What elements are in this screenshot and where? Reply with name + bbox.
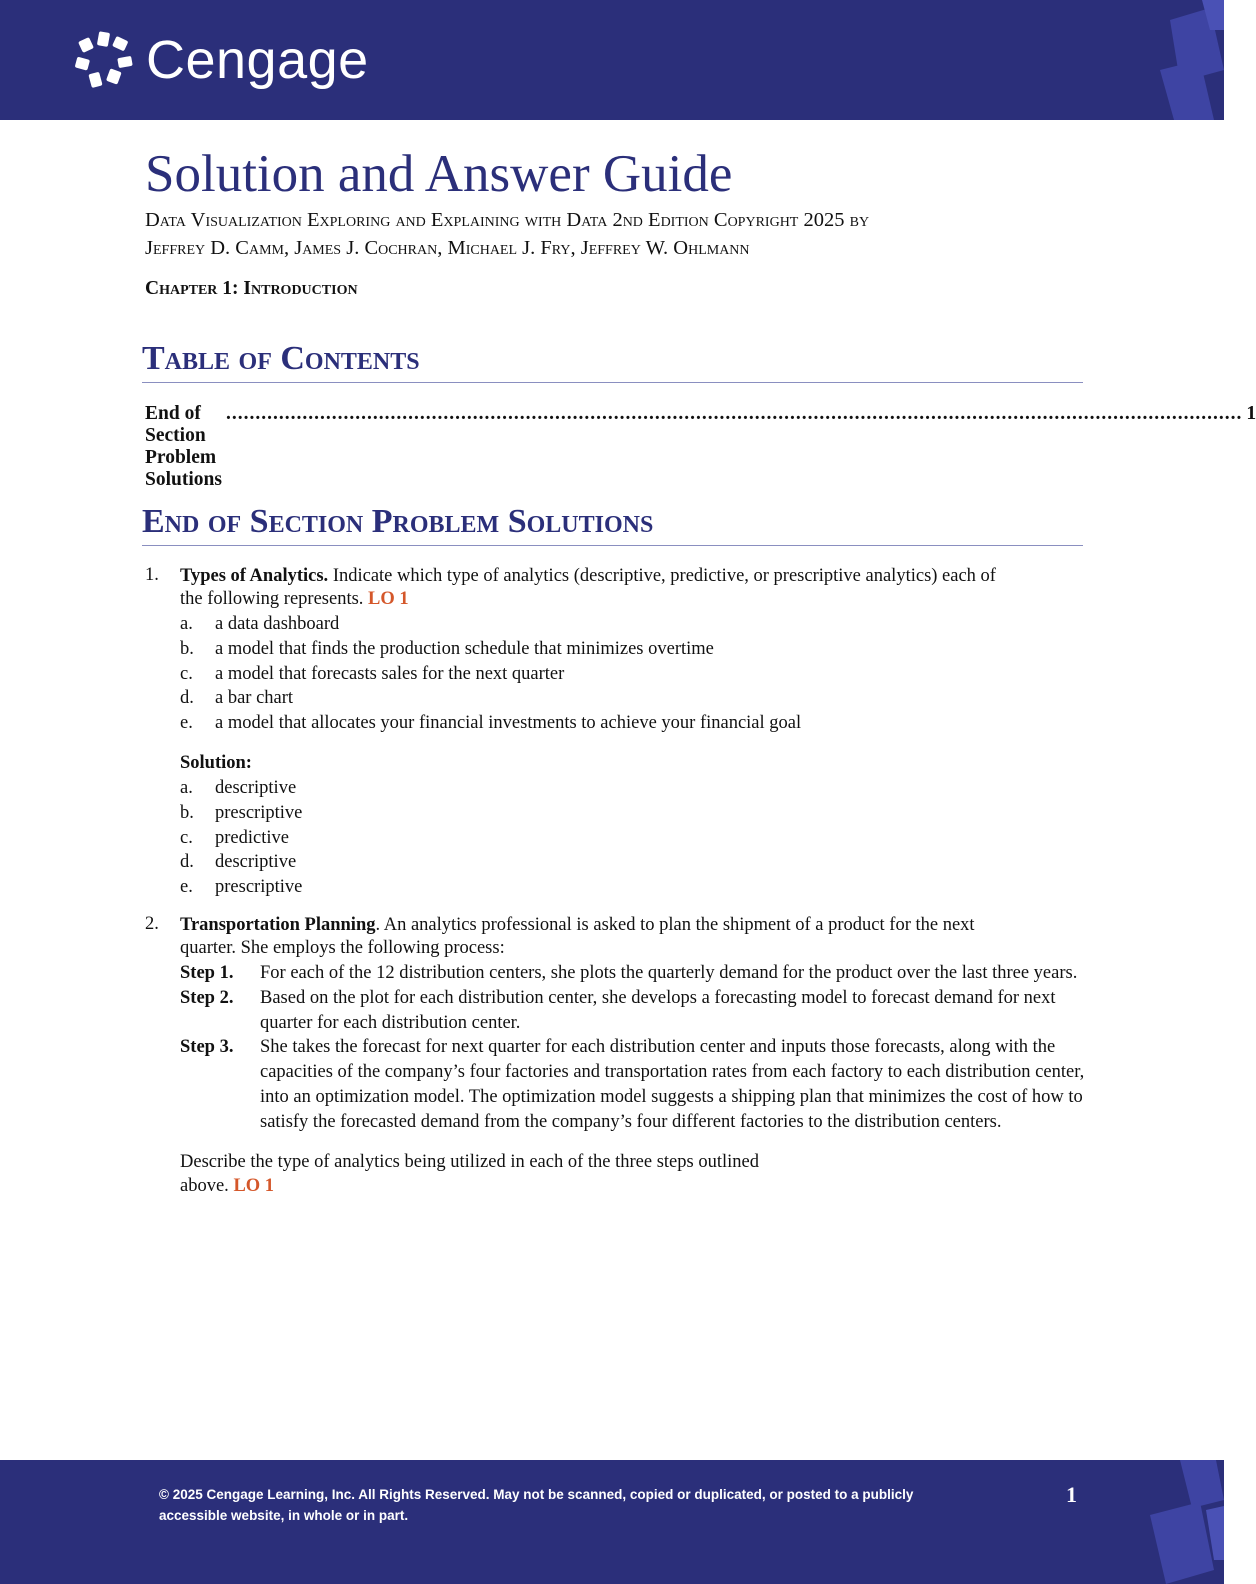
- toc-entry-page[interactable]: 1: [1246, 403, 1256, 424]
- problem-statement: [180, 914, 1085, 960]
- copyright-notice: [159, 1484, 959, 1526]
- problem-text: quarter. She employs the following process:: [180, 938, 505, 958]
- list-item: [180, 776, 1085, 801]
- problem-title: Transportation Planning: [180, 915, 376, 935]
- step-text: She takes the forecast for next quarter for each distribution center and inputs those forecasts, along with the capacities of the company’s four factories and transportation rates from each factory to each distribution center, into an optimization model. The optimization model suggests a shipping plan that minimizes the cost of how to satisfy the forecasted demand from the company’s four different factories to the distribution centers.: [260, 1037, 1085, 1132]
- problem-1: [145, 565, 1085, 900]
- list-item-text: descriptive: [215, 852, 297, 873]
- list-item-text: a data dashboard: [215, 614, 340, 634]
- toc-heading: Table of Contents: [142, 340, 1083, 383]
- step-label: Step 1.: [180, 963, 234, 983]
- step-text: For each of the 12 distribution centers, she plots the quarterly demand for the product over the last three years.: [260, 963, 1078, 983]
- list-item: [180, 662, 1085, 687]
- step-item: [180, 961, 1085, 986]
- list-item-text: descriptive: [215, 777, 297, 798]
- copyright-line: accessible website, in whole or in part.: [159, 1508, 409, 1523]
- list-item-letter: a.: [180, 614, 193, 634]
- step-item: [180, 1035, 1085, 1134]
- describe-text: above.: [180, 1176, 234, 1197]
- book-title-line: Data Visualization Exploring and Explaining with Data 2nd Edition Copyright 2025 by: [145, 209, 870, 231]
- step-item: [180, 986, 1085, 1036]
- page-header: [0, 0, 1224, 120]
- section-heading: End of Section Problem Solutions: [142, 503, 1083, 546]
- book-info: [145, 206, 1085, 262]
- decorative-pattern: [1140, 0, 1224, 120]
- step-list: [180, 961, 1085, 1135]
- problem-text: Indicate which type of analytics (descriptive, predictive, or prescriptive analytics) each of: [328, 566, 996, 586]
- list-item-letter: d.: [180, 688, 194, 709]
- page-title: Solution and Answer Guide: [145, 145, 733, 203]
- list-item-text: a bar chart: [215, 688, 294, 709]
- list-item: [180, 711, 1085, 736]
- problem-statement: [180, 565, 1085, 611]
- list-item: [180, 875, 1085, 900]
- cengage-logo: [74, 32, 369, 88]
- list-item-text: prescriptive: [215, 802, 303, 823]
- list-item: [180, 826, 1085, 851]
- toc-entry[interactable]: [145, 403, 1256, 491]
- list-item: [180, 850, 1085, 875]
- step-label: Step 2.: [180, 987, 234, 1008]
- question-list: [180, 612, 1085, 736]
- page-number: 1: [1066, 1482, 1077, 1507]
- list-item-text: a model that forecasts sales for the next quarter: [215, 663, 565, 684]
- describe-prompt: [180, 1150, 820, 1200]
- logo-wordmark: Cengage: [146, 30, 369, 90]
- list-item-letter: e.: [180, 713, 193, 734]
- list-item-letter: b.: [180, 802, 194, 823]
- list-item-letter: b.: [180, 638, 194, 659]
- page-footer: [0, 1460, 1224, 1584]
- learning-objective-tag: LO 1: [233, 1176, 275, 1197]
- solution-list: [180, 776, 1085, 900]
- list-item: [180, 637, 1085, 662]
- authors-line: Jeffrey D. Camm, James J. Cochran, Michael J. Fry, Jeffrey W. Ohlmann: [145, 237, 750, 259]
- learning-objective-tag: LO 1: [368, 589, 409, 609]
- list-item-letter: e.: [180, 877, 193, 898]
- list-item-text: predictive: [215, 827, 289, 848]
- problem-2: [145, 914, 1085, 1199]
- toc-entry-label[interactable]: End of Section Problem Solutions: [145, 403, 222, 490]
- list-item-text: a model that finds the production schedule that minimizes overtime: [215, 638, 714, 659]
- list-item-text: a model that allocates your financial investments to achieve your financial goal: [215, 713, 802, 734]
- copyright-line: © 2025 Cengage Learning, Inc. All Rights Reserved. May not be scanned, copied or duplicated, or posted to a publicly: [159, 1487, 914, 1502]
- list-item: [180, 801, 1085, 826]
- describe-text: Describe the type of analytics being utilized in each of the three steps outlined: [180, 1151, 759, 1172]
- list-item-letter: d.: [180, 852, 194, 873]
- chapter-label: Chapter 1: Introduction: [145, 278, 358, 299]
- cengage-burst-icon: [74, 32, 134, 88]
- solution-heading: Solution:: [180, 752, 252, 773]
- problem-number: 2.: [145, 914, 159, 934]
- problem-text: . An analytics professional is asked to plan the shipment of a product for the next: [375, 915, 975, 935]
- toc-leader-dots: .............................................................................................................................................................................: [225, 403, 1243, 424]
- list-item-letter: c.: [180, 663, 193, 684]
- list-item-letter: c.: [180, 827, 193, 848]
- problem-title: Types of Analytics.: [180, 566, 329, 586]
- step-label: Step 3.: [180, 1037, 234, 1058]
- list-item: [180, 612, 1085, 637]
- list-item-letter: a.: [180, 777, 193, 798]
- list-item: [180, 686, 1085, 711]
- problem-text: the following represents.: [180, 589, 369, 609]
- step-text: Based on the plot for each distribution center, she develops a forecasting model to forecast demand for next quarter for each distribution center.: [260, 987, 1056, 1033]
- decorative-pattern: [1140, 1460, 1224, 1584]
- list-item-text: prescriptive: [215, 877, 303, 898]
- problem-number: 1.: [145, 565, 159, 585]
